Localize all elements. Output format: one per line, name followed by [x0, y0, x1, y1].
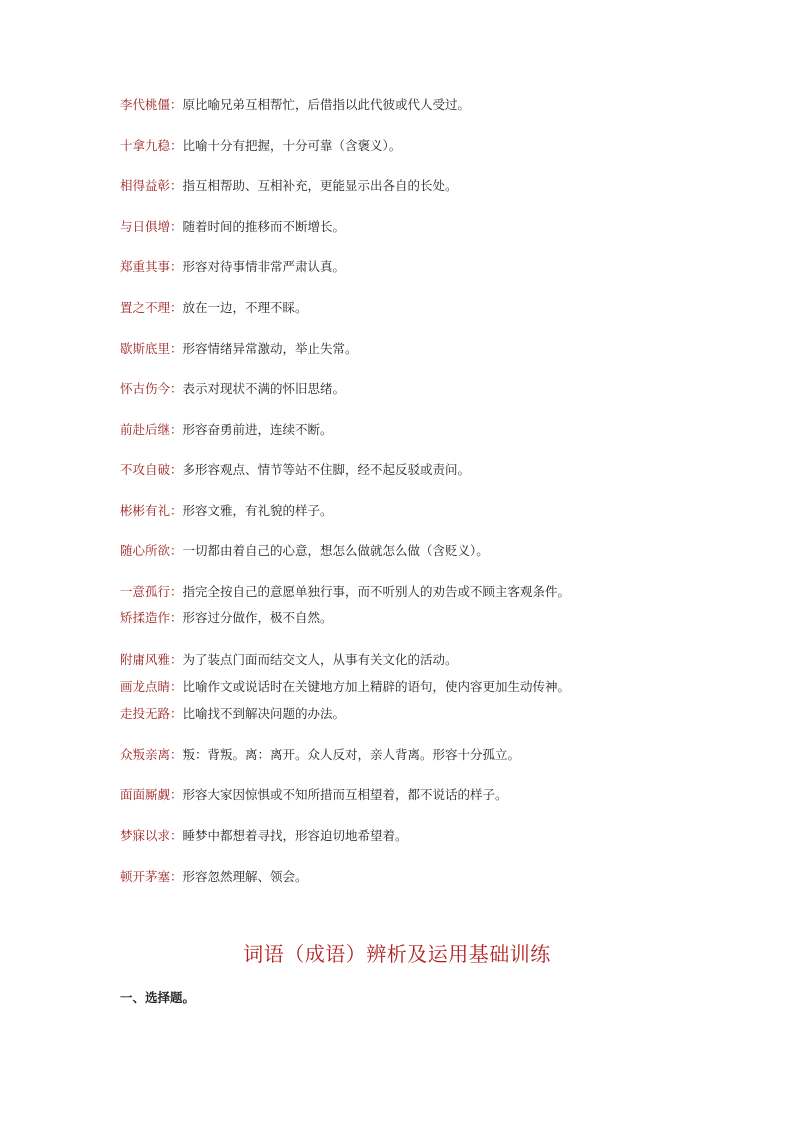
idiom-term: 顿开茅塞	[120, 869, 171, 884]
idiom-entry	[120, 96, 470, 114]
idiom-entry	[120, 218, 345, 236]
idiom-definition: 形容忽然理解、领会。	[182, 869, 308, 884]
term-separator: ：	[170, 462, 183, 477]
idiom-definition: 比喻找不到解决问题的办法。	[182, 706, 346, 721]
idiom-definition: 指完全按自己的意愿单独行事，而不听别人的劝告或不顾主客观条件。	[182, 584, 571, 599]
term-separator: ：	[170, 138, 183, 153]
idiom-definition: 一切都由着自己的心意，想怎么做就怎么做（含贬义）。	[182, 543, 489, 558]
idiom-entry	[120, 609, 333, 627]
term-separator: ：	[170, 422, 183, 437]
idiom-term: 怀古伤今	[120, 381, 171, 396]
term-separator: ：	[170, 178, 183, 193]
idiom-term: 歇斯底里	[120, 341, 171, 356]
idiom-term: 矫揉造作	[120, 610, 171, 625]
term-separator: ：	[170, 97, 183, 112]
section-title: 词语（成语）辨析及运用基础训练	[243, 942, 551, 966]
idiom-definition: 叛：背叛。离：离开。众人反对，亲人背离。形容十分孤立。	[182, 747, 521, 762]
question-section-heading: 一、选择题。	[120, 990, 196, 1005]
idiom-term: 十拿九稳	[120, 138, 171, 153]
idiom-entry	[120, 299, 308, 317]
idiom-definition: 比喻十分有把握，十分可靠（含褒义）。	[182, 138, 402, 153]
term-separator: ：	[170, 652, 183, 667]
idiom-term: 前赴后继	[120, 422, 171, 437]
idiom-definition: 为了装点门面而结交文人，从事有关文化的活动。	[182, 652, 458, 667]
idiom-entry	[120, 502, 333, 520]
idiom-term: 彬彬有礼	[120, 503, 171, 518]
idiom-definition: 随着时间的推移而不断增长。	[182, 219, 346, 234]
idiom-entry	[120, 678, 570, 696]
idiom-entry	[120, 705, 345, 723]
term-separator: ：	[170, 679, 183, 694]
idiom-entry	[120, 177, 458, 195]
term-separator: ：	[170, 341, 183, 356]
term-separator: ：	[170, 828, 183, 843]
idiom-entry	[120, 421, 333, 439]
idiom-entry	[120, 746, 520, 764]
idiom-definition: 表示对现状不满的怀旧思绪。	[182, 381, 346, 396]
idiom-definition: 形容情绪异常激动，举止失常。	[182, 341, 358, 356]
idiom-entry	[120, 786, 508, 804]
idiom-entry	[120, 258, 345, 276]
idiom-definition: 形容奋勇前进，连续不断。	[182, 422, 333, 437]
idiom-entry	[120, 583, 570, 601]
idiom-definition: 原比喻兄弟互相帮忙，后借指以此代彼或代人受过。	[182, 97, 471, 112]
term-separator: ：	[170, 543, 183, 558]
idiom-definition: 比喻作文或说话时在关键地方加上精辟的语句，使内容更加生动传神。	[182, 679, 571, 694]
idiom-term: 郑重其事	[120, 259, 171, 274]
idiom-entry	[120, 380, 345, 398]
term-separator: ：	[170, 503, 183, 518]
idiom-definition: 多形容观点、情节等站不住脚，经不起反驳或责问。	[182, 462, 471, 477]
term-separator: ：	[170, 869, 183, 884]
idiom-entry	[120, 542, 489, 560]
idiom-term: 附庸风雅	[120, 652, 171, 667]
term-separator: ：	[170, 584, 183, 599]
idiom-term: 众叛亲离	[120, 747, 171, 762]
idiom-term: 不攻自破	[120, 462, 171, 477]
term-separator: ：	[170, 259, 183, 274]
term-separator: ：	[170, 300, 183, 315]
idiom-term: 画龙点睛	[120, 679, 171, 694]
idiom-term: 面面厮觑	[120, 787, 171, 802]
idiom-definition: 形容大家因惊惧或不知所措而互相望着，都不说话的样子。	[182, 787, 508, 802]
idiom-definition: 形容文雅，有礼貌的样子。	[182, 503, 333, 518]
idiom-term: 李代桃僵	[120, 97, 171, 112]
idiom-entry	[120, 827, 408, 845]
idiom-entry	[120, 651, 458, 669]
idiom-definition: 形容对待事情非常严肃认真。	[182, 259, 346, 274]
idiom-term: 置之不理	[120, 300, 171, 315]
idiom-term: 梦寐以求	[120, 828, 171, 843]
term-separator: ：	[170, 219, 183, 234]
idiom-term: 一意孤行	[120, 584, 171, 599]
term-separator: ：	[170, 610, 183, 625]
idiom-entry	[120, 868, 308, 886]
idiom-entry	[120, 137, 401, 155]
term-separator: ：	[170, 787, 183, 802]
idiom-term: 走投无路	[120, 706, 171, 721]
idiom-entry	[120, 340, 358, 358]
idiom-definition: 放在一边，不理不睬。	[182, 300, 308, 315]
term-separator: ：	[170, 706, 183, 721]
idiom-definition: 形容过分做作，极不自然。	[182, 610, 333, 625]
idiom-term: 随心所欲	[120, 543, 171, 558]
idiom-definition: 睡梦中都想着寻找，形容迫切地希望着。	[182, 828, 408, 843]
idiom-definition: 指互相帮助、互相补充，更能显示出各自的长处。	[182, 178, 458, 193]
idiom-term: 相得益彰	[120, 178, 171, 193]
term-separator: ：	[170, 747, 183, 762]
idiom-term: 与日俱增	[120, 219, 171, 234]
idiom-entry	[120, 461, 470, 479]
term-separator: ：	[170, 381, 183, 396]
